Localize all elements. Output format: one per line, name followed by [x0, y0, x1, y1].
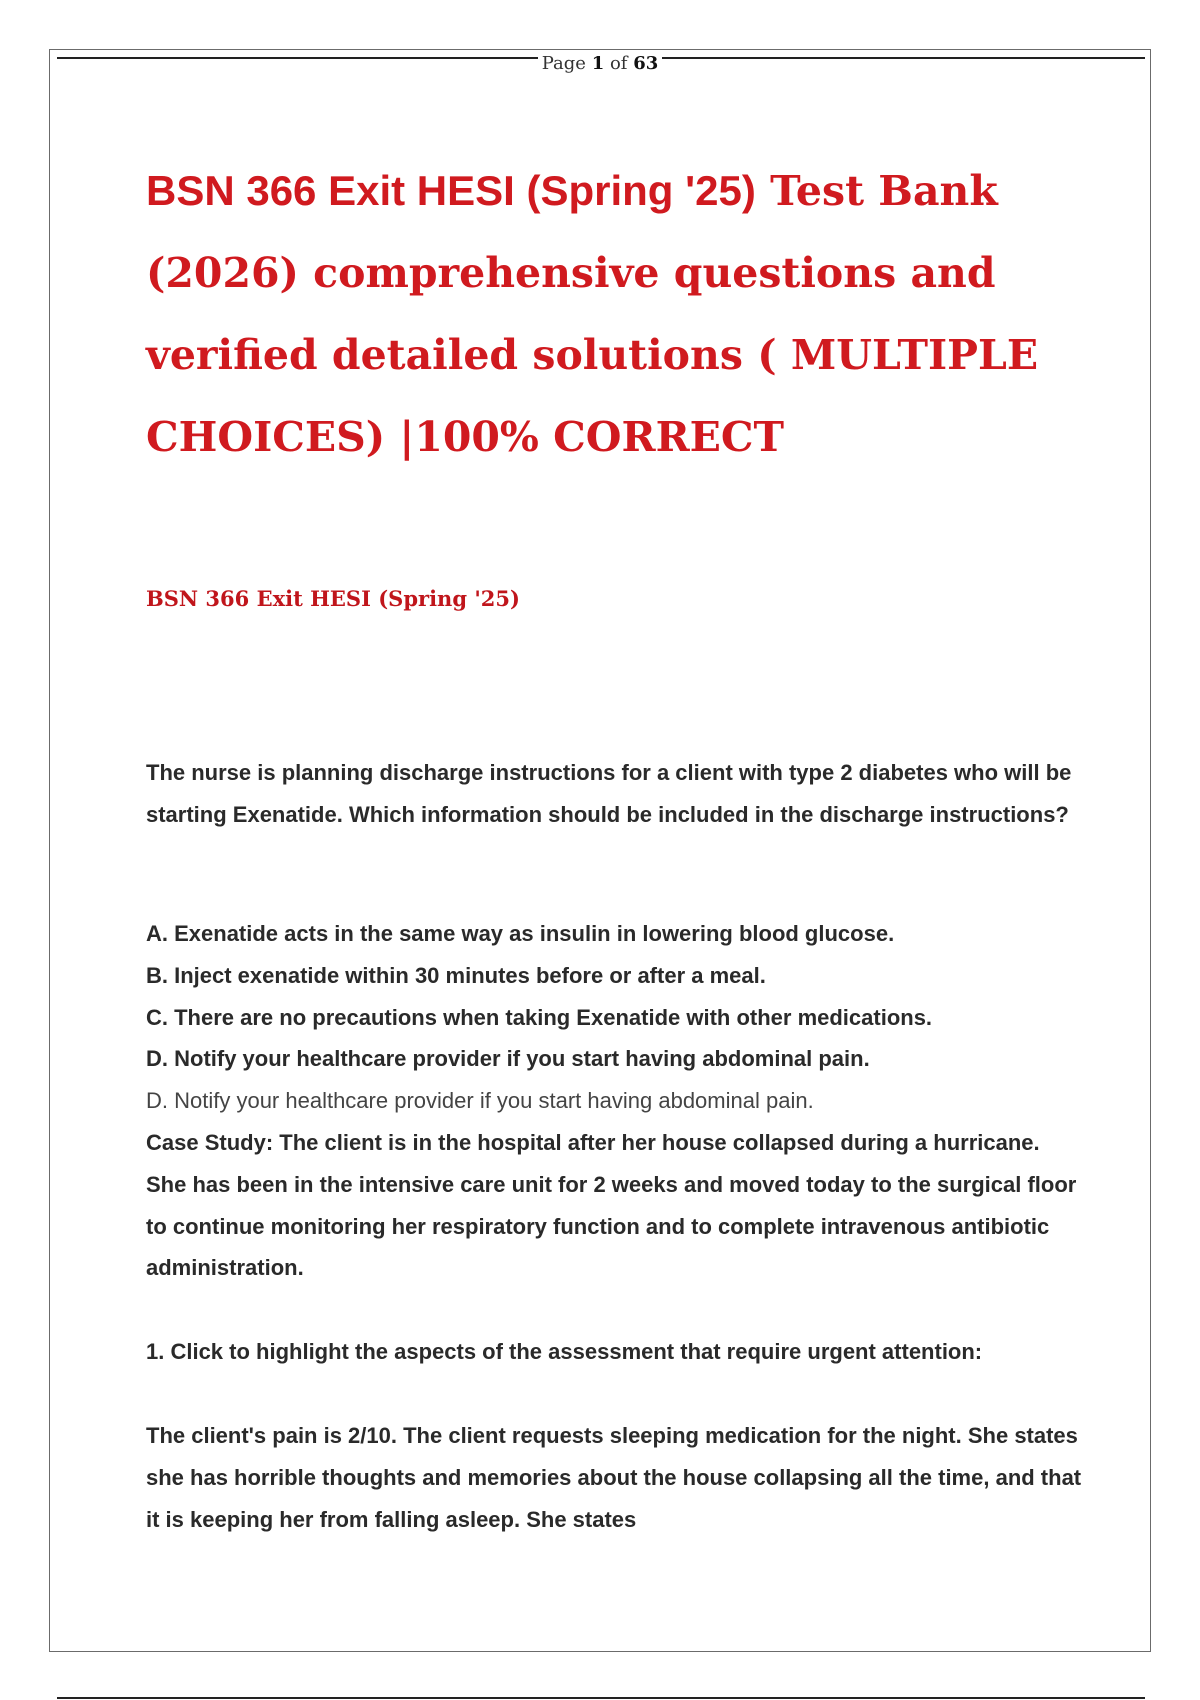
answer-line: D. Notify your healthcare provider if you start having abdominal pain.: [146, 1088, 814, 1114]
case-study-text: Case Study: The client is in the hospital after her house collapsed during a hurricane. She has been in the intensive care unit for 2 weeks and moved today to the surgical floor to continue monitoring her respiratory function and to complete intravenous antibiotic administration.: [146, 1129, 1077, 1281]
question-1-options: [146, 913, 1086, 1289]
page-of: of: [609, 53, 628, 74]
page-label: Page: [541, 53, 586, 74]
question-2-prompt: 1. Click to highlight the aspects of the assessment that require urgent attention:: [146, 1339, 983, 1364]
footer-rule: [57, 1697, 1145, 1699]
title-part-1: BSN 366 Exit HESI (Spring '25): [146, 167, 756, 214]
question-2-body: The client's pain is 2/10. The client requests sleeping medication for the night. She states she has horrible thoughts and memories about the house collapsing all the time, and that it is keeping her from falling asleep. She states: [146, 1423, 1082, 1532]
option-b: B. Inject exenatide within 30 minutes before or after a meal.: [146, 962, 766, 988]
option-a: A. Exenatide acts in the same way as insulin in lowering blood glucose.: [146, 921, 895, 946]
page-number: [0, 50, 1200, 78]
page-total: 63: [633, 53, 659, 74]
question-1-stem: The nurse is planning discharge instructions for a client with type 2 diabetes who will be starting Exenatide. Which information should be included in the discharge instructions?: [146, 760, 1072, 827]
document-title: [146, 150, 1086, 478]
title-part-2: Test Bank (2026) comprehensive questions and verified detailed solutions ( MULTIPLE CHOICES) |100% CORRECT: [146, 167, 1039, 461]
option-c: C. There are no precautions when taking Exenatide with other medications.: [146, 1004, 933, 1030]
page-current: 1: [591, 53, 605, 74]
option-d: D. Notify your healthcare provider if you start having abdominal pain.: [146, 1046, 870, 1072]
section-subtitle: BSN 366 Exit HESI (Spring '25): [146, 586, 520, 611]
